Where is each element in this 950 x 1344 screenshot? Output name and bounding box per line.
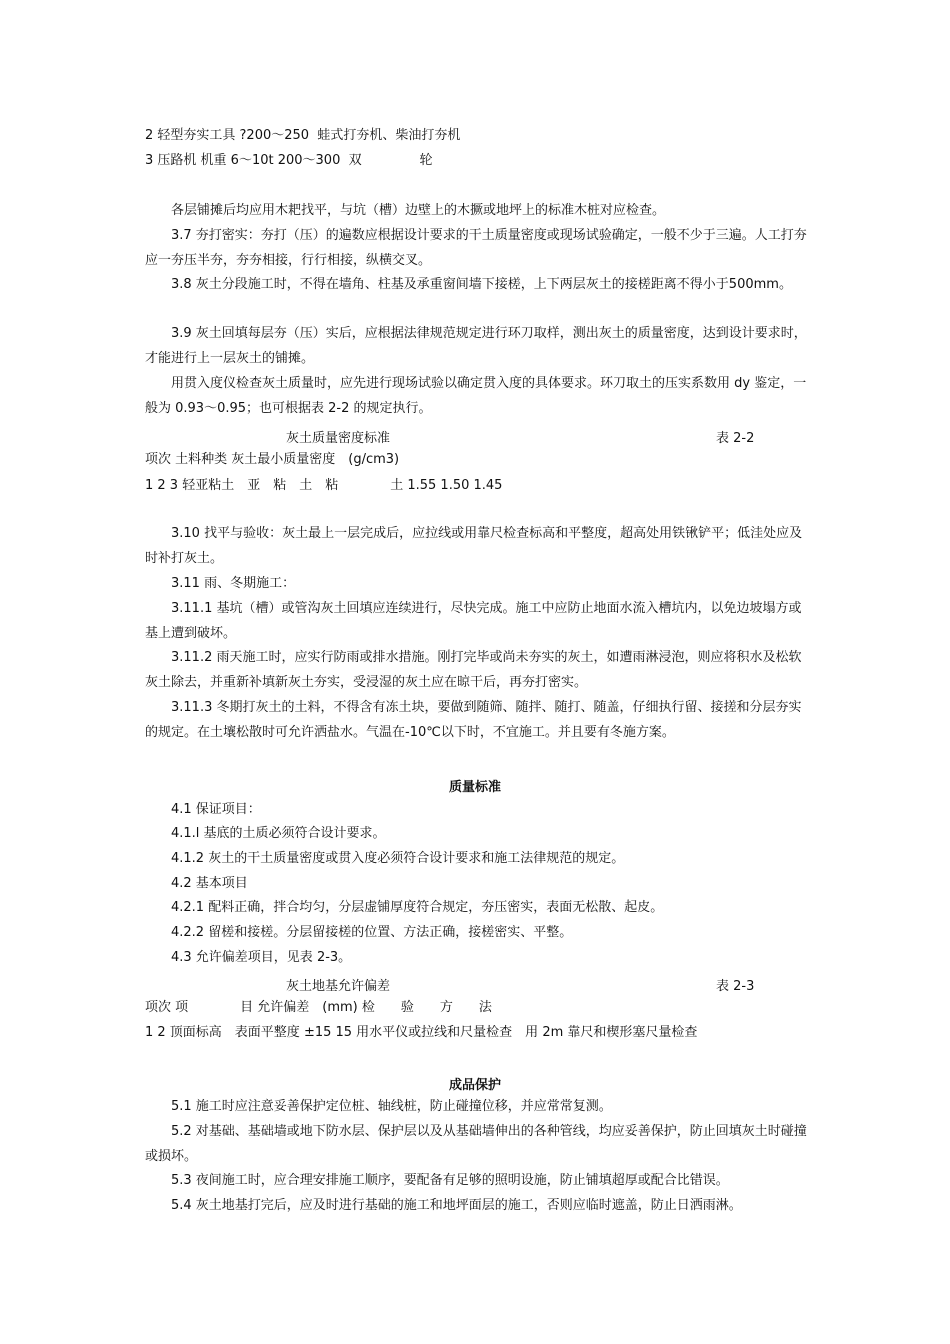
protect-5-1: 5.1 施工时应注意妥善保护定位桩、轴线桩，防止碰撞位移，并应常常复测。 — [145, 1099, 612, 1114]
protect-5-2: 5.2 对基础、基础墙或地下防水层、保护层以及从基础墙伸出的各种管线，均应妥善保护，防止回填灰土时碰撞或损坏。 — [145, 1124, 807, 1164]
paragraph-3-11-1: 3.11.1 基坑（槽）或管沟灰土回填应连续进行，尽快完成。施工中应防止地面水流入槽坑内，以免边坡塌方或基上遭到破坏。 — [145, 601, 802, 641]
paragraph-3-11-3: 3.11.3 冬期打灰土的土料，不得含有冻土块，要做到随筛、随拌、随打、随盖，仔细执行留、接搓和分层夯实的规定。在土壤松散时可允许洒盐水。气温在-10℃以下时，不宜施工。并且要有冬施方案。 — [145, 700, 802, 740]
paragraph-penetration: 用贯入度仪检查灰土质量时，应先进行现场试验以确定贯入度的具体要求。环刀取土的压实系数用 dy 鉴定，一般为 0.93～0.95；也可根据表 2-2 的规定执行。 — [145, 376, 807, 416]
paragraph-3-11: 3.11 雨、冬期施工： — [145, 576, 296, 591]
equipment-line-2: 2 轻型夯实工具 ?200～250 蛙式打夯机、柴油打夯机 — [145, 128, 461, 143]
paragraph-3-8: 3.8 灰土分段施工时，不得在墙角、柱基及承重窗间墙下接槎，上下两层灰土的接槎距离不得小于500mm。 — [145, 277, 792, 292]
quality-4-2: 4.2 基本项目 — [145, 876, 248, 891]
equipment-line-3: 3 压路机 机重 6～10t 200～300 双 轮 — [145, 153, 433, 168]
quality-4-1-2: 4.1.2 灰土的干土质量密度或贯入度必须符合设计要求和施工法律规范的规定。 — [145, 851, 625, 866]
quality-4-2-2: 4.2.2 留槎和接槎。分层留接槎的位置、方法正确，接槎密实、平整。 — [145, 925, 573, 940]
quality-4-2-1: 4.2.1 配料正确，拌合均匀，分层虚铺厚度符合规定，夯压密实，表面无松散、起皮。 — [145, 900, 664, 915]
table-2-3-row: 1 2 顶面标高 表面平整度 ±15 15 用水平仪或拉线和尺量检查 用 2m 靠尺和楔形塞尺量检查 — [145, 1025, 698, 1040]
table-2-2-number: 表 2-2 — [716, 431, 755, 446]
protect-5-3: 5.3 夜间施工时，应合理安排施工顺序，要配备有足够的照明设施，防止铺填超厚或配合比错误。 — [145, 1173, 729, 1188]
quality-4-1: 4.1 保证项目： — [145, 802, 261, 817]
paragraph-3-11-2: 3.11.2 雨天施工时，应实行防雨或排水措施。刚打完毕或尚未夯实的灰土，如遭雨淋浸泡，则应将积水及松软灰土除去，并重新补填新灰土夯实，受浸湿的灰土应在晾干后，再夯打密实。 — [145, 650, 802, 690]
quality-4-3: 4.3 允许偏差项目，见表 2-3。 — [145, 950, 352, 965]
protect-5-4: 5.4 灰土地基打完后，应及时进行基础的施工和地坪面层的施工，否则应临时遮盖，防止日洒雨淋。 — [145, 1198, 742, 1213]
table-2-2-header: 项次 土料种类 灰土最小质量密度 (g/cm3) — [145, 452, 400, 467]
table-2-3-header: 项次 项 目 允许偏差 (mm) 检 验 方 法 — [145, 1000, 492, 1015]
table-2-3-number: 表 2-3 — [716, 979, 755, 994]
section-heading-protection: 成品保护 — [448, 1078, 501, 1093]
paragraph-3-9: 3.9 灰土回填每层夯（压）实后，应根据法律规范规定进行环刀取样，测出灰土的质量密度，达到设计要求时，才能进行上一层灰土的铺摊。 — [145, 326, 807, 366]
table-2-2-row: 1 2 3 轻亚粘土 亚 粘 土 粘 土 1.55 1.50 1.45 — [145, 478, 503, 493]
paragraph-leveling: 各层铺摊后均应用木耙找平，与坑（槽）边壁上的木撅或地坪上的标准木桩对应检查。 — [145, 203, 666, 218]
table-2-2-caption: 灰土质量密度标准 — [286, 431, 391, 446]
section-heading-quality: 质量标准 — [448, 780, 501, 795]
paragraph-3-7: 3.7 夯打密实：夯打（压）的遍数应根据设计要求的干土质量密度或现场试验确定，一般不少于三遍。人工打夯应一夯压半夯，夯夯相接，行行相接，纵横交叉。 — [145, 228, 807, 268]
table-2-3-caption: 灰土地基允许偏差 — [286, 979, 391, 994]
paragraph-3-10: 3.10 找平与验收：灰土最上一层完成后，应拉线或用靠尺检查标高和平整度，超高处用铁锹铲平；低洼处应及时补打灰土。 — [145, 526, 803, 566]
quality-4-1-1: 4.1.l 基底的土质必须符合设计要求。 — [145, 826, 386, 841]
